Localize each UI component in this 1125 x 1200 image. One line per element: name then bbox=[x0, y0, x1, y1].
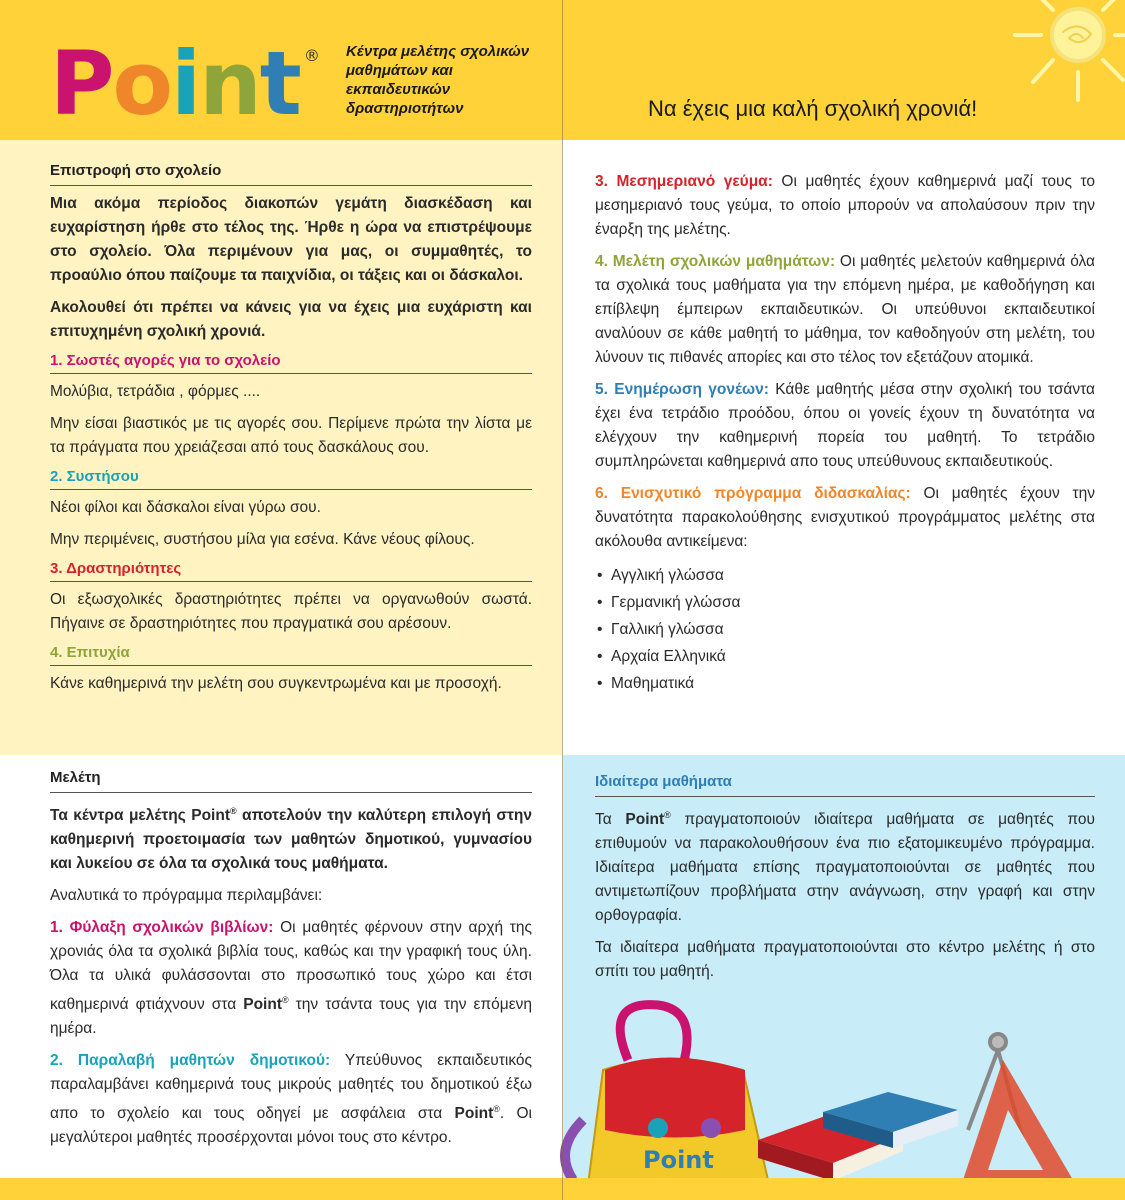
text-run: Τα bbox=[595, 811, 626, 829]
service-label: 4. Μελέτη σχολικών μαθημάτων: bbox=[595, 253, 836, 270]
tip-text: Μολύβια, τετράδια , φόρμες .... bbox=[50, 383, 261, 400]
brand-name: Point bbox=[454, 1105, 494, 1123]
greeting-text: Να έχεις μια καλή σχολική χρονιά! bbox=[648, 96, 978, 121]
text-run: αποτελούν την καλύτερη επιλογή στην καθημερινή προετοιμασία των μαθητών δημοτικού, γυμνασίου και λυκείου σε όλα τα σχολικά τους μαθήματα. bbox=[50, 807, 532, 873]
registered-mark: ® bbox=[230, 806, 237, 816]
list-item: • Γαλλική γλώσσα bbox=[595, 616, 1095, 643]
tip-heading: 4. Επιτυχία bbox=[50, 644, 532, 666]
registered-mark: ® bbox=[664, 810, 671, 820]
private-paragraph-1 bbox=[595, 803, 1095, 928]
tip-text: Κάνε καθημερινά την μελέτη σου συγκεντρωμένα και με προσοχή. bbox=[50, 675, 502, 692]
registered-mark: ® bbox=[493, 1104, 500, 1115]
program-intro: Αναλυτικά το πρόγραμμα περιλαμβάνει: bbox=[50, 887, 323, 905]
header-right bbox=[563, 0, 1125, 140]
tip-text: Μην είσαι βιαστικός με τις αγορές σου. Περίμενε πρώτα την λίστα με τα πράγματα που χρειάζεσαι από τους δασκάλους σου. bbox=[50, 415, 532, 456]
text-run: Οι μαθητές έχουν καθημερινά μαζί τους το μεσημεριανό τους γεύμα, το οποίο μπορούν να απολαύσουν πριν την έναρξη της μελέτης. bbox=[595, 173, 1095, 238]
study-section bbox=[0, 755, 562, 1200]
text-run: Οι μαθητές μελετούν καθημερινά όλα τα σχολικά τους μαθήματα για την επόμενη ημέρα, με καθοδήγηση και επίβλεψη έμπειρων εκπαιδευτικών. Οι υπεύθυνοι εκπαιδευτικοί αναλύουν σε κάθε μαθητή το μάθημα, τον καθοδηγούν στη μελέτη, του λύνουν τις πιθανές απορίες και στο τέλος τον εξετάζουν ατομικά. bbox=[595, 253, 1095, 366]
text-run: Οι μαθητές έχουν την δυνατότητα παρακολούθησης ενισχυτικού προγράμματος μελέτης στα ακόλουθα αντικείμενα: bbox=[595, 485, 1095, 550]
registered-mark: ® bbox=[303, 46, 318, 65]
school-supplies-illustration bbox=[543, 1000, 1123, 1190]
tip-text: Μην περιμένεις, συστήσου μίλα για εσένα. Κάνε νέους φίλους. bbox=[50, 531, 475, 548]
service-item-3 bbox=[595, 170, 1095, 242]
sun-icon bbox=[993, 0, 1125, 110]
subjects-list bbox=[595, 562, 1095, 697]
service-label: 6. Ενισχυτικό πρόγραμμα διδασκαλίας: bbox=[595, 485, 911, 502]
section-title: Επιστροφή στο σχολείο bbox=[50, 162, 532, 186]
text-run: Υπεύθυνος εκπαιδευτικός παραλαμβάνει καθημερινά τους μικρούς μαθητές του δημοτικού έξω απο το σχολείο και τους οδηγεί με ασφάλεια στα bbox=[50, 1052, 532, 1123]
brand-name: Point bbox=[625, 811, 665, 829]
section-title: Μελέτη bbox=[50, 769, 532, 793]
service-label: 5. Ενημέρωση γονέων: bbox=[595, 381, 769, 398]
logo-letter: t bbox=[259, 32, 300, 135]
buckle bbox=[701, 1118, 721, 1138]
backpack-handle bbox=[620, 1005, 687, 1065]
study-intro bbox=[50, 799, 532, 876]
tip-text: Νέοι φίλοι και δάσκαλοι είναι γύρω σου. bbox=[50, 499, 321, 516]
private-paragraph-2: Τα ιδιαίτερα μαθήματα πραγματοποιούνται στο κέντρο μελέτης ή στο σπίτι του μαθητή. bbox=[595, 939, 1095, 981]
list-item: • Αρχαία Ελληνικά bbox=[595, 643, 1095, 670]
backpack-strap bbox=[565, 1120, 583, 1180]
section-title: Ιδιαίτερα μαθήματα bbox=[595, 773, 1095, 797]
service-label: 3. Μεσημεριανό γεύμα: bbox=[595, 173, 773, 190]
services-continued bbox=[563, 140, 1125, 755]
list-item: • Γερμανική γλώσσα bbox=[595, 589, 1095, 616]
service-item-2 bbox=[50, 1049, 532, 1150]
service-item-5 bbox=[595, 378, 1095, 474]
header-left bbox=[0, 0, 563, 140]
tip-heading: 3. Δραστηριότητες bbox=[50, 560, 532, 582]
service-item-6 bbox=[595, 482, 1095, 554]
back-to-school-section bbox=[0, 140, 562, 755]
logo-letter: n bbox=[199, 32, 260, 135]
brand-name: Point bbox=[191, 807, 230, 825]
backpack-logo: Point bbox=[643, 1146, 714, 1174]
intro-paragraph-2: Ακολουθεί ότι πρέπει να κάνεις για να έχεις μια ευχάριστη και επιτυχημένη σχολική χρονιά. bbox=[50, 299, 532, 340]
buckle bbox=[648, 1118, 668, 1138]
text-run: Κάθε μαθητής μέσα στην σχολική του τσάντα έχει ένα τετράδιο προόδου, όπου οι γονείς έχουν τη δυνατότητα να ελέγχουν την καθημερινή πορεία του μαθητή. Το τετράδιο συμπληρώνεται καθημερινά απο τους υπεύθυνους εκπαιδευτικούς. bbox=[595, 381, 1095, 470]
point-logo bbox=[50, 32, 318, 135]
service-item-4 bbox=[595, 250, 1095, 370]
text-run: πραγματοποιούν ιδιαίτερα μαθήματα σε μαθητές που επιθυμούν να παρακολουθήσουν ένα πιο εξατομικευμένο πρόγραμμα. Ιδιαίτερα μαθήματα επίσης πραγματοποιούνται σε μαθητές που αντιμετωπίζουν προβλήματα στην ανάγνωση, στην γραφή και στην ορθογραφία. bbox=[595, 811, 1095, 925]
text-run: . Οι μεγαλύτεροι μαθητές προσέρχονται μόνοι τους στο κέντρο. bbox=[50, 1105, 532, 1147]
text-run: Οι μαθητές φέρνουν στην αρχή της χρονιάς όλα τα σχολικά βιβλία τους, καθώς και την γραφική τους ύλη. Όλα τα υλικά φυλάσσονται στο προσωπικό τους χώρο και έτσι καθημερινά φτιάχνουν στα bbox=[50, 919, 533, 1014]
backpack-flap bbox=[605, 1058, 745, 1138]
text-run: Τα κέντρα μελέτης bbox=[50, 807, 192, 825]
intro-paragraph: Μια ακόμα περίοδος διακοπών γεμάτη διασκέδαση και ευχαρίστηση ήρθε στο τέλος της. Ήρθε η ώρα να επιστρέψουμε στο σχολείο. Όλα περιμένουν για μας, οι συμμαθητές, το προαύλιο όπου παίζουμε τα παιχνίδια, οι τάξεις και οι δάσκαλοι. bbox=[50, 195, 532, 284]
tip-text: Οι εξωσχολικές δραστηριότητες πρέπει να οργανωθούν σωστά. Πήγαινε σε δραστηριότητες που πραγματικά σου αρέσουν. bbox=[50, 591, 532, 632]
text-run: την τσάντα τους για την επόμενη ημέρα. bbox=[50, 996, 532, 1038]
list-item: • Αγγλική γλώσσα bbox=[595, 562, 1095, 589]
tip-heading: 2. Συστήσου bbox=[50, 468, 532, 490]
tip-heading: 1. Σωστές αγορές για το σχολείο bbox=[50, 352, 532, 374]
tagline: Κέντρα μελέτης σχολικών μαθημάτων και εκπαιδευτικών δραστηριοτήτων bbox=[346, 43, 530, 117]
logo-letter: P bbox=[50, 32, 113, 135]
service-label: 1. Φύλαξη σχολικών βιβλίων: bbox=[50, 919, 274, 937]
registered-mark: ® bbox=[281, 995, 289, 1006]
list-item: • Μαθηματικά bbox=[595, 670, 1095, 697]
brand-name: Point bbox=[243, 996, 282, 1014]
fold-line bbox=[562, 0, 563, 1200]
service-item-1 bbox=[50, 916, 532, 1041]
logo-letter: i bbox=[170, 32, 200, 135]
logo-letter: o bbox=[112, 32, 171, 135]
service-label: 2. Παραλαβή μαθητών δημοτικού: bbox=[50, 1052, 331, 1070]
